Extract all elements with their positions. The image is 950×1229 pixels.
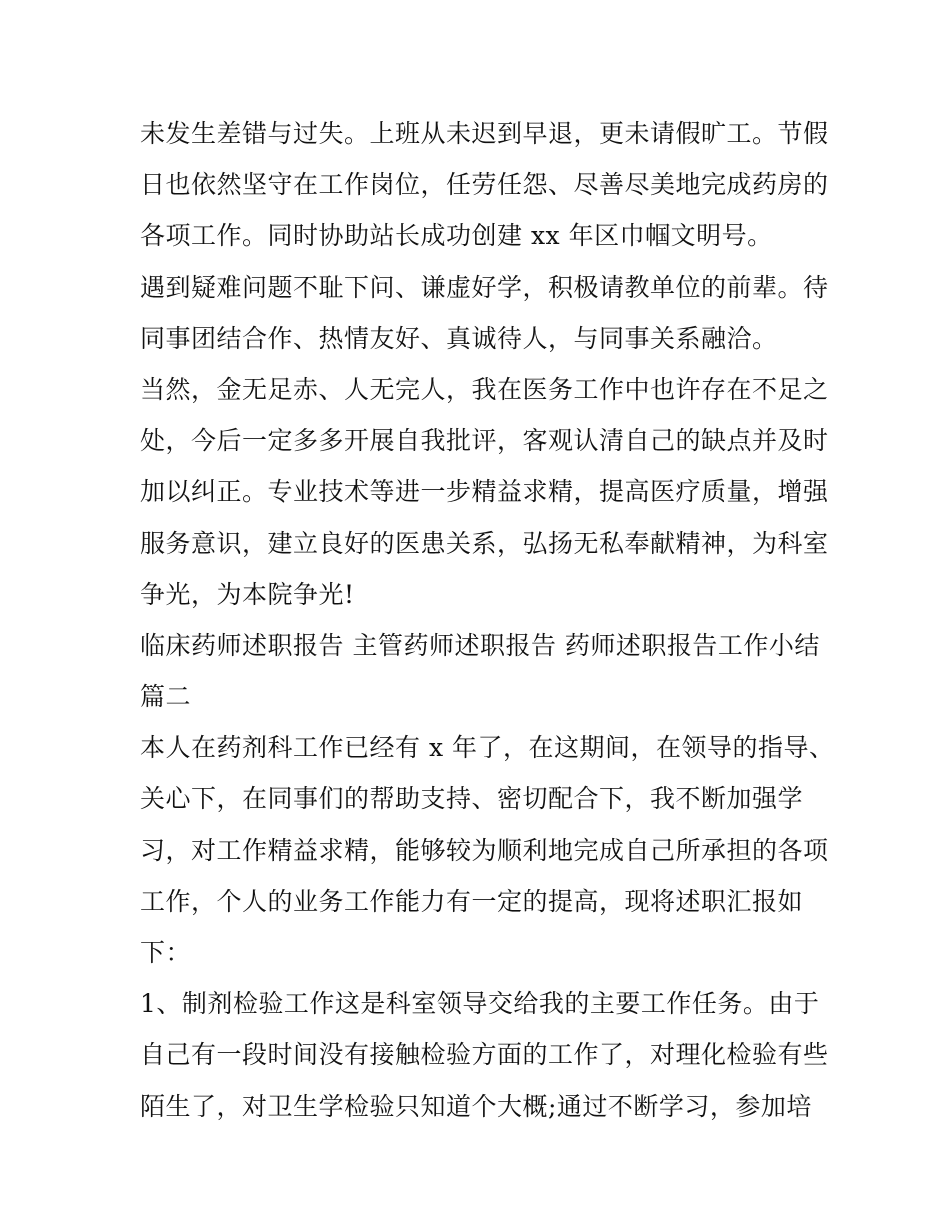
text-line: 未发生差错与过失。上班从未迟到早退，更未请假旷工。节假 [140,119,829,148]
text-line: 服务意识，建立良好的医患关系，弘扬无私奉献精神，为科室 [140,528,829,558]
text-line: 习，对工作精益求精，能够较为顺利地完成自己所承担的各项 [140,835,829,865]
text-line: 加以纠正。专业技术等进一步精益求精，提高医疗质量，增强 [140,477,829,507]
text-line: 自己有一段时间没有接触检验方面的工作了，对理化检验有些 [140,1040,829,1070]
text-line: 下： [140,938,192,967]
text-line: 陌生了，对卫生学检验只知道个大概;通过不断学习，参加培 [140,1091,812,1121]
text-line: 遇到疑难问题不耻下问、谦虚好学，积极请教单位的前辈。待 [140,272,829,302]
text-line: 1、制剂检验工作这是科室领导交给我的主要工作任务。由于 [140,989,820,1019]
text-line: 各项工作。同时协助站长成功创建 xx 年区巾帼文明号。 [140,221,773,251]
text-line: 日也依然坚守在工作岗位，任劳任怨、尽善尽美地完成药房的 [140,170,829,200]
text-line: 争光，为本院争光! [140,579,355,609]
text-line: 工作，个人的业务工作能力有一定的提高，现将述职汇报如 [140,886,804,916]
related-titles-line: 临床药师述职报告 主管药师述职报告 药师述职报告工作小结 [140,630,820,660]
text-line: 关心下，在同事们的帮助支持、密切配合下，我不断加强学 [140,784,804,814]
text-line: 当然，金无足赤、人无完人，我在医务工作中也许存在不足之 [140,374,829,404]
section-heading: 篇二 [140,682,192,712]
text-line: 同事团结合作、热情友好、真诚待人，与同事关系融洽。 [140,323,778,353]
document-body [140,108,835,1132]
text-line: 本人在药剂科工作已经有 x 年了，在这期间，在领导的指导、 [140,733,835,763]
text-line: 处，今后一定多多开展自我批评，客观认清自己的缺点并及时 [140,426,829,456]
